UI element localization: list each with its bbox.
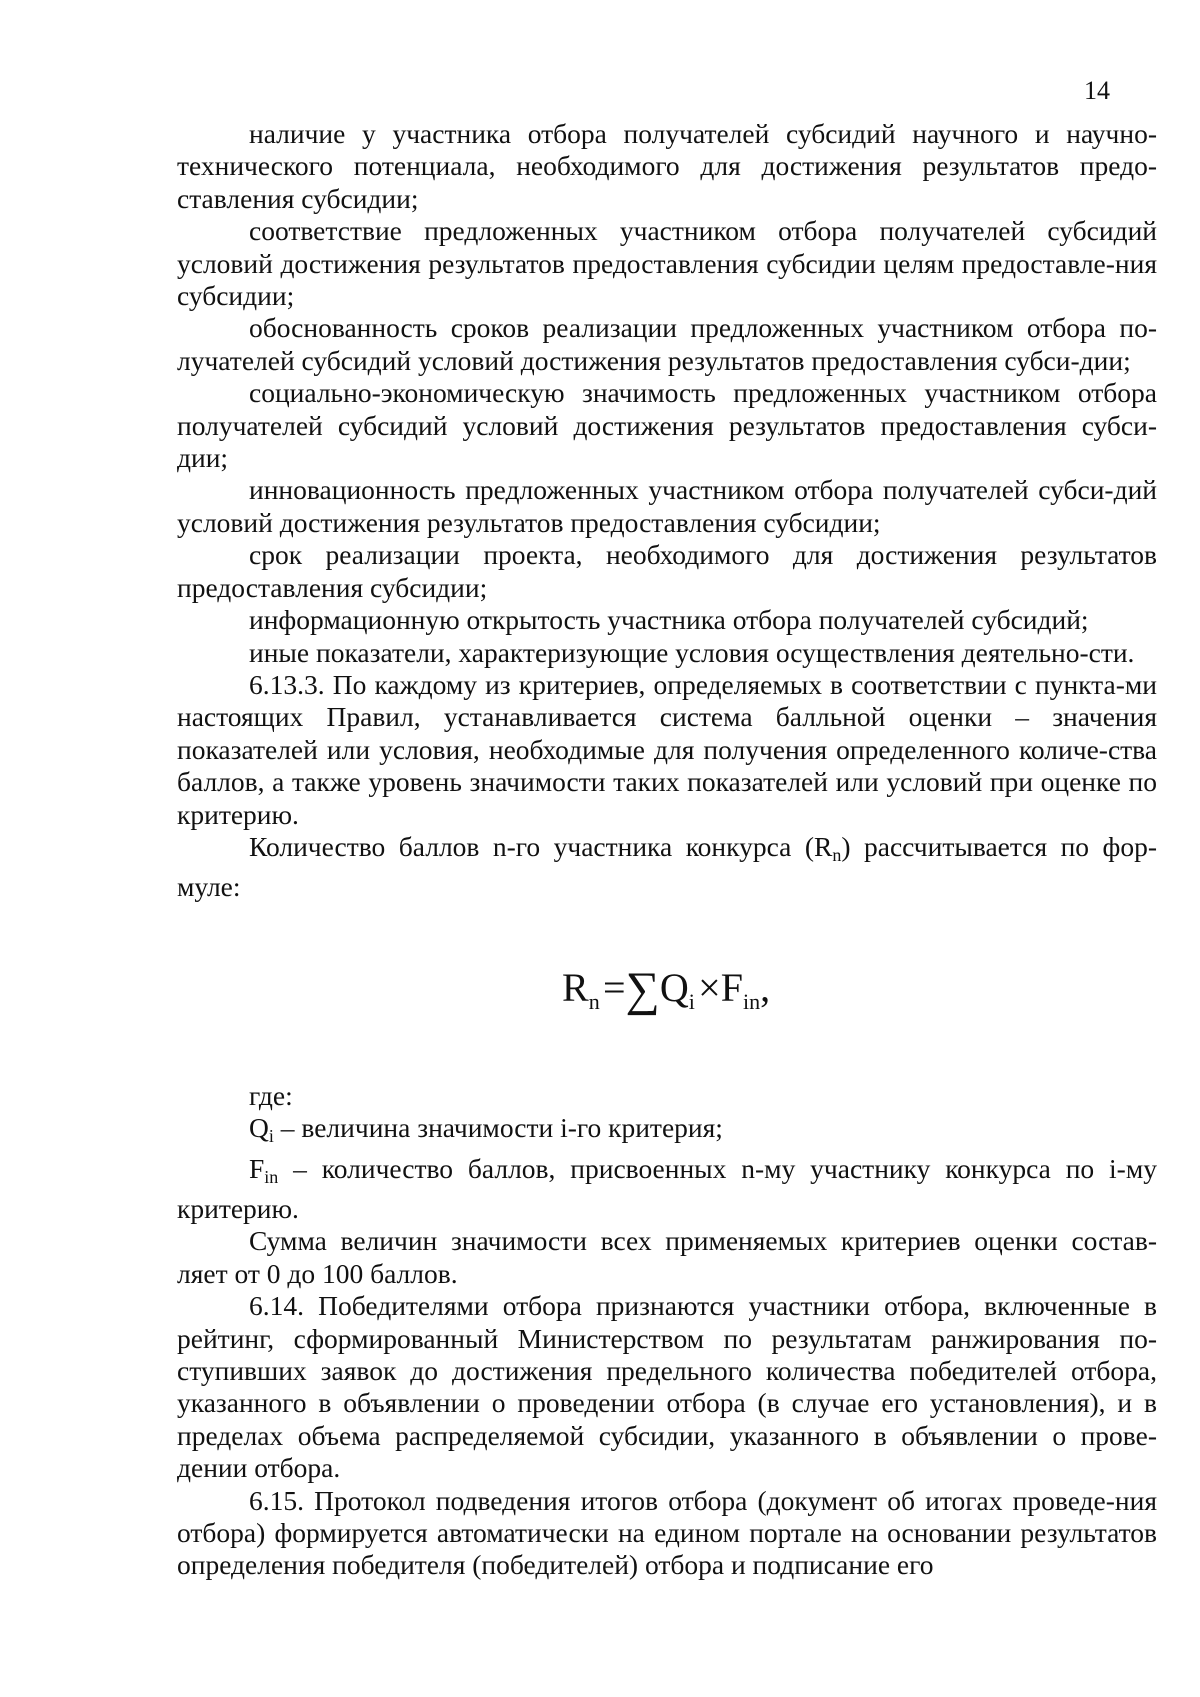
paragraph: инновационность предложенных участником отбора получателей субси-дий условий достижения результатов предоставления субсидии; (177, 474, 1157, 538)
definition-symbol: Q (249, 1112, 269, 1144)
document-body (177, 118, 1157, 1582)
paragraph: срок реализации проекта, необходимого для достижения результатов предоставления субсидии; (177, 539, 1157, 603)
score-formula (177, 904, 1157, 1080)
formula-times: × (698, 964, 721, 1010)
sum-symbol: ∑ (625, 962, 660, 1016)
paragraph: 6.13.3. По каждому из критериев, определяемых в соответствии с пункта-ми настоящих Правил, устанавливается система балльной оценки – значения показателей или условия, необходимые для получения определенного количе-ства баллов, а также уровень значимости таких показателей или условий при оценке по критерию. (177, 668, 1157, 830)
page-number: 14 (1084, 76, 1110, 105)
definition-text: – величина значимости i-го критерия; (273, 1112, 723, 1144)
paragraph: наличие у участника отбора получателей субсидий научного и научно-технического потенциала, необходимого для достижения результатов предо-ставления субсидии; (177, 118, 1157, 214)
paragraph: Сумма величин значимости всех применяемых критериев оценки состав-ляет от 0 до 100 баллов. (177, 1225, 1157, 1289)
score-intro-paragraph (177, 831, 1157, 904)
definition-text: – количество баллов, присвоенных n-му участнику конкурса по i-му критерию. (177, 1152, 1157, 1224)
formula-lhs-subscript: n (588, 988, 600, 1014)
definition-f (177, 1153, 1157, 1226)
formula-f: F (720, 964, 743, 1010)
formula-equals: = (603, 964, 626, 1010)
score-intro-before: Количество баллов n-го участника конкурса (R (249, 830, 833, 862)
where-label: где: (249, 1079, 293, 1111)
score-intro-subscript: n (832, 844, 842, 865)
formula-f-subscript: in (742, 988, 761, 1014)
paragraph: информационную открытость участника отбора получателей субсидий; (249, 604, 1089, 636)
definition-symbol: F (249, 1152, 265, 1184)
score-intro-after: ) рассчитывается по фор-муле: (177, 830, 1157, 903)
formula-tail: , (760, 964, 771, 1010)
paragraph: социально-экономическую значимость предложенных участником отбора получателей субсидий условий достижения результатов предоставления субси-дии; (177, 377, 1157, 474)
formula-q: Q (659, 964, 689, 1010)
formula-expression (562, 962, 771, 1024)
paragraph: соответствие предложенных участником отбора получателей субсидий условий достижения результатов предоставления субсидии целям предоставле-ния субсидии; (177, 215, 1157, 312)
paragraph: иные показатели, характеризующие условия осуществления деятельно-сти. (249, 636, 1135, 668)
paragraph: 6.14. Победителями отбора признаются участники отбора, включенные в рейтинг, сформированный Министерством по результатам ранжирования по-ступивших заявок до достижения предельного количества победителей отбора, указанного в объявлении о проведении отбора (в случае его установления), и в пределах объема распределяемой субсидии, указанного в объявлении о прове-дении отбора. (177, 1290, 1157, 1484)
formula-q-subscript: i (688, 988, 695, 1014)
paragraph: 6.15. Протокол подведения итогов отбора (документ об итогах проведе-ния отбора) формируется автоматически на едином портале на основании результатов определения победителя (победителей) отбора и подписание его (177, 1484, 1157, 1581)
paragraph: обоснованность сроков реализации предложенных участником отбора по-лучателей субсидий условий достижения результатов предоставления субси-дии; (177, 312, 1157, 376)
definition-subscript: i (268, 1126, 274, 1147)
definition-q (177, 1112, 1157, 1152)
definition-subscript: in (264, 1166, 279, 1187)
formula-lhs: R (562, 964, 589, 1010)
